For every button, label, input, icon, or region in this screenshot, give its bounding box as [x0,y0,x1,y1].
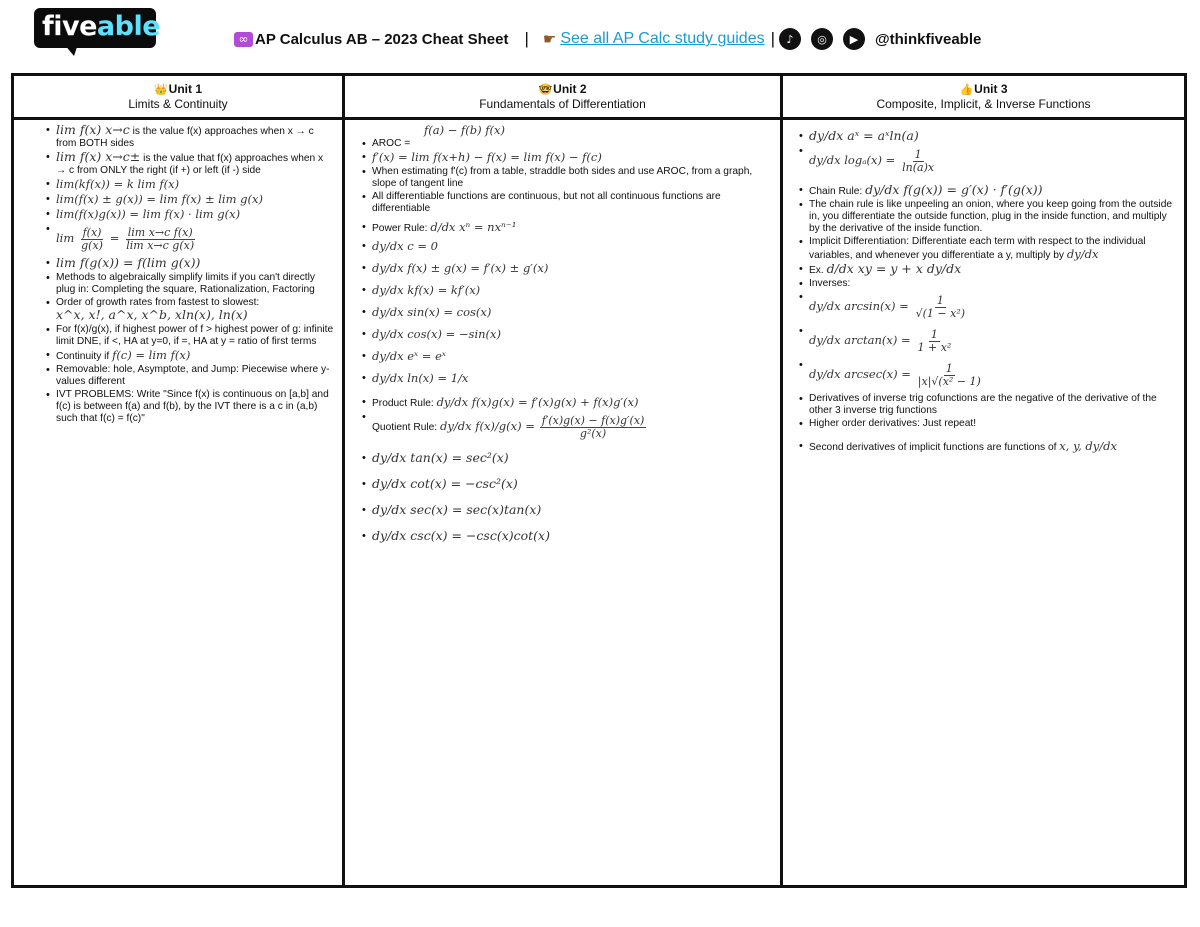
math-expression: dy/dx ln(x) = 1/x [372,371,469,385]
math-expression: dy/dx f(x)/g(x) = [439,419,535,434]
list-item-text: is the value that f(x) approaches when x → c from ONLY the right (if +) or left (if -) side [56,153,324,176]
list-item [360,328,774,342]
list-item [360,262,774,276]
fraction-numerator: 1 [936,294,944,307]
list-item [44,178,336,192]
list-item-text: Quotient Rule: [372,422,440,434]
list-item [360,221,774,235]
list-item [797,440,1179,454]
math-expression: lim(f(x) ± g(x)) = lim f(x) ± lim g(x) [56,192,263,206]
list-item [360,478,774,492]
social-handle[interactable]: @thinkfiveable [875,30,982,48]
math-expression: lim(kf(x)) = k lim f(x) [56,177,180,191]
list-item [797,278,1179,290]
list-item-text: AROC = [372,138,411,149]
crown-icon: 👑 [153,83,168,96]
list-item-text: Removable: hole, Asymptote, and Jump: Piecewise where y-values different [56,364,330,387]
table-left-border [11,73,14,888]
math-fraction [900,149,936,174]
list-item [797,418,1179,430]
table-bottom-rule [11,885,1187,888]
list-item [360,396,774,410]
header-separator: | [524,29,529,48]
math-expression: dy/dx f(g(x)) = g′(x) · f′(g(x)) [865,182,1043,197]
list-item [797,325,1179,358]
list-item [360,411,774,444]
list-item [360,306,774,320]
math-expression: dy/dx kf(x) = kf′(x) [372,283,481,297]
list-item-text: Higher order derivatives: Just repeat! [809,418,977,429]
list-item [44,349,336,363]
list-item [797,130,1179,144]
math-expression: dy/dx cot(x) = −csc²(x) [372,476,518,491]
list-item [360,284,774,298]
math-expression: dy/dx arcsec(x) = [809,367,911,382]
unit3-title: Unit 3 [974,82,1008,96]
logo-wordmark: fiveable [42,11,161,42]
math-expression: dy/dx cos(x) = −sin(x) [372,327,501,341]
unit2-header [345,82,780,111]
math-expression: = [109,231,120,246]
math-fraction [540,415,647,440]
math-expression: dy/dx logₐ(x) = [809,153,896,168]
list-item [44,257,336,271]
list-item [797,291,1179,324]
list-item [797,393,1179,417]
list-item-text: Inverses: [809,278,851,289]
list-item-text: Product Rule: [372,398,437,409]
list-item [44,389,336,425]
math-expression: dy/dx [1066,247,1099,261]
fraction-denominator: ln(a)x [902,161,935,174]
list-item-text: Power Rule: [372,223,431,234]
list-item [797,263,1179,277]
pointing-hand-icon: ☛ [542,30,557,48]
list-item [360,504,774,518]
header-bar [234,27,981,51]
unit2-subtitle: Fundamentals of Differentiation [479,97,646,111]
math-expression: dy/dx f(x) ± g(x) = f′(x) ± g′(x) [372,261,549,275]
instagram-icon[interactable]: ◎ [811,28,833,50]
list-item-text: All differentiable functions are continuous, but not all continuous functions are differentiable [372,191,721,214]
list-item-text: The chain rule is like unpeeling an onion, where you keep going from the outside in, you differentiate the outside function, plug in the inside function, and multiply by the derivative of the inside function. [809,199,1173,234]
list-item [360,372,774,386]
list-item [797,199,1179,235]
column-divider-2 [780,73,783,888]
math-expression: f′(x) = lim f(x+h) − f(x) = lim f(x) − f(c) [372,150,602,164]
math-expression: d/dx xⁿ = nxⁿ⁻¹ [430,220,517,234]
fraction-numerator: 1 [945,362,953,375]
list-item [360,191,774,215]
list-item [44,364,336,388]
list-item [797,184,1179,198]
infinity-icon: ∞ [234,32,253,47]
math-expression: dy/dx c = 0 [372,239,438,253]
math-fraction [914,295,967,320]
list-item [44,297,336,323]
unit1-content [44,124,336,426]
list-item [797,236,1179,262]
logo-speech-tail [64,44,78,56]
list-item [44,124,336,150]
math-fraction [916,329,954,354]
math-expression: d/dx xy = y + x dy/dx [826,261,962,276]
fraction-numerator: lim x→c f(x) [127,226,193,239]
math-fraction [124,227,196,252]
fraction-denominator: g²(x) [579,427,607,440]
list-item [360,452,774,466]
list-item [360,530,774,544]
list-item-text: Ex. [809,265,827,276]
list-item [360,138,774,150]
fraction-denominator: lim x→c g(x) [126,239,195,252]
list-item-text: Chain Rule: [809,186,866,197]
list-item [44,223,336,256]
unit3-subtitle: Composite, Implicit, & Inverse Functions [876,97,1091,111]
list-item [797,145,1179,178]
fiveable-logo[interactable] [34,8,161,56]
list-item [44,324,336,348]
math-fraction [916,363,983,388]
math-expression: dy/dx sec(x) = sec(x)tan(x) [372,502,542,517]
list-item-text: Continuity if [56,351,113,362]
math-expression: f(c) = lim f(x) [112,348,191,362]
list-item-text: Derivatives of inverse trig cofunctions are the negative of the derivative of the other 3 inverse trig functions [809,393,1157,416]
fraction-denominator: g(x) [81,239,103,252]
math-expression: dy/dx csc(x) = −csc(x)cot(x) [372,528,550,543]
fraction-numerator: 1 [930,328,938,341]
fraction-numerator: f′(x)g(x) − f(x)g′(x) [541,414,645,427]
list-item [44,151,336,177]
fraction-denominator: 1 + x² [917,341,952,354]
unit1-title: Unit 1 [168,82,203,96]
list-item [44,193,336,207]
math-expression: x^x, x!, a^x, x^b, xln(x), ln(x) [56,307,248,322]
math-expression: lim [56,231,75,246]
table-header-rule [11,117,1187,120]
math-expression: lim f(x) x→c± [56,149,141,164]
unit1-subtitle: Limits & Continuity [128,97,228,111]
page-title: AP Calculus AB – 2023 Cheat Sheet [255,30,509,48]
list-item [797,359,1179,392]
table-top-rule [11,73,1187,76]
list-item-text: Second derivatives of implicit functions are functions of [809,442,1060,453]
list-item [44,272,336,296]
youtube-icon[interactable]: ▶ [843,28,865,50]
list-item [360,350,774,364]
list-item-text: is the value f(x) approaches when x → c from BOTH sides [56,126,314,149]
list-item-text: For f(x)/g(x), if highest power of f > highest power of g: infinite limit DNE, if <, HA at y=0, if =, HA at y = ratio of first terms [56,324,334,347]
math-expression: dy/dx aˣ = aˣln(a) [809,128,919,143]
math-expression: lim(f(x)g(x)) = lim f(x) · lim g(x) [56,207,241,221]
fraction-denominator: √(1 − x²) [915,307,966,320]
math-expression: lim f(g(x)) = f(lim g(x)) [56,255,201,270]
list-item-text: Implicit Differentiation: Differentiate each term with respect to the individual variables, and whenever you differentiate a y, multiply by [809,236,1146,261]
unit3-content [797,124,1179,455]
study-guides-link[interactable]: See all AP Calc study guides [560,30,765,47]
math-expression: dy/dx eˣ = eˣ [372,349,446,363]
fraction-numerator: 1 [914,148,922,161]
column-divider-1 [342,73,345,888]
math-expression: dy/dx tan(x) = sec²(x) [372,450,509,465]
math-expression: dy/dx f(x)g(x) = f′(x)g(x) + f(x)g′(x) [436,395,639,409]
list-item-text: Order of growth rates from fastest to slowest: [56,297,260,308]
table-right-border [1184,73,1187,888]
math-expression: f(a) − f(b) f(x) [424,123,505,137]
math-expression: dy/dx arcsin(x) = [809,299,909,314]
unit2-title: Unit 2 [553,82,587,96]
unit3-header [783,82,1184,111]
thumbs-up-icon: 👍 [959,83,974,96]
header-pipe: | [770,29,776,48]
list-item [360,151,774,165]
math-expression: dy/dx sin(x) = cos(x) [372,305,492,319]
fraction-denominator: |x|√(x² − 1) [917,375,981,388]
tiktok-icon[interactable]: ♪ [779,28,801,50]
list-item-text: IVT PROBLEMS: Write "Since f(x) is continuous on [a,b] and f(c) is between f(a) and f(b), by the IVT there is a c in (a,b) such that f(c) = f(c)" [56,389,329,424]
list-item [360,240,774,254]
math-fraction [79,227,105,252]
unit1-header [14,82,342,111]
list-item-text: Methods to algebraically simplify limits if you can't directly plug in: Completing the square, Rationalization, Factoring [56,272,315,295]
fraction-numerator: f(x) [82,226,102,239]
list-item [360,166,774,190]
math-expression: x, y, dy/dx [1059,439,1117,453]
list-item-text: When estimating f'(c) from a table, straddle both sides and use AROC, from a graph, slope of tangent line [372,166,753,189]
list-item [44,208,336,222]
nerd-face-icon: 🤓 [538,83,553,96]
unit2-content [360,124,774,545]
math-expression: lim f(x) x→c [56,122,130,137]
math-expression: dy/dx arctan(x) = [809,333,911,348]
